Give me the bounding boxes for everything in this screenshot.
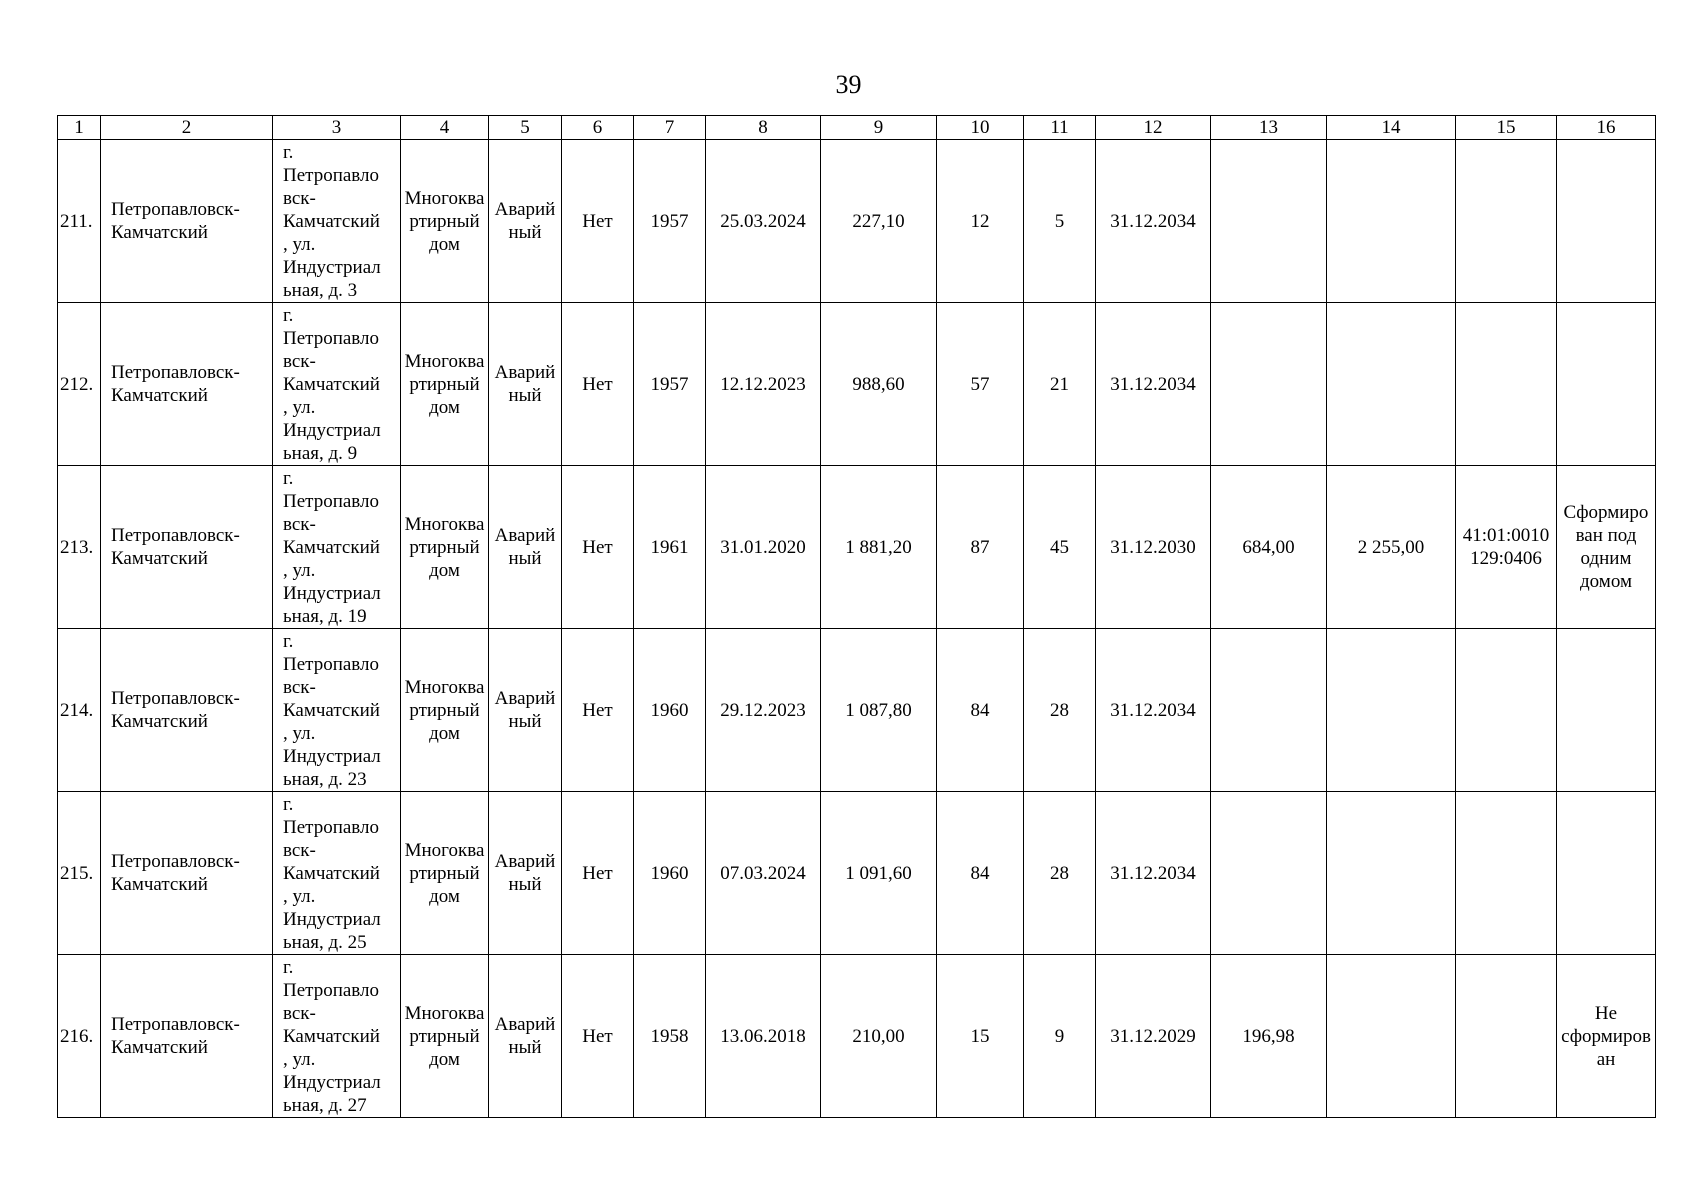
column-header: 2 xyxy=(101,116,273,140)
building-type-cell-line: ртирный xyxy=(409,536,480,558)
cell-col-15 xyxy=(1456,792,1557,955)
building-type-cell-line: дом xyxy=(429,885,460,907)
address-cell xyxy=(273,303,401,466)
column-header: 8 xyxy=(706,116,821,140)
row-number-cell: 214. xyxy=(58,629,101,792)
municipality-cell-line: Петропавловск- xyxy=(111,199,240,220)
status-cell-line: ный xyxy=(508,385,542,406)
address-cell-line: вск- xyxy=(283,513,316,535)
cell-col-10: 84 xyxy=(937,629,1024,792)
address-cell-line: Камчатский xyxy=(283,373,380,395)
cell-col-8: 13.06.2018 xyxy=(706,955,821,1118)
building-type-cell-line: Многоква xyxy=(404,350,485,372)
column-header: 3 xyxy=(273,116,401,140)
cell-col-9: 1 881,20 xyxy=(821,466,937,629)
address-cell-line: , ул. xyxy=(283,722,316,744)
address-cell-line: вск- xyxy=(283,1002,316,1024)
row-number-cell: 215. xyxy=(58,792,101,955)
cell-col-14 xyxy=(1327,955,1456,1118)
cell-col-7: 1957 xyxy=(634,140,706,303)
address-cell-line: , ул. xyxy=(283,233,316,255)
cell-col-16-line: ан xyxy=(1596,1048,1616,1070)
housing-registry-table xyxy=(57,115,1656,1118)
municipality-cell xyxy=(101,629,273,792)
cell-col-16 xyxy=(1557,140,1656,303)
cell-col-16 xyxy=(1557,466,1656,629)
cell-col-7: 1958 xyxy=(634,955,706,1118)
column-header: 1 xyxy=(58,116,101,140)
table-row xyxy=(58,140,1656,303)
cell-col-6: Нет xyxy=(562,629,634,792)
cell-col-15-line: 41:01:0010 xyxy=(1462,525,1550,546)
cell-col-15 xyxy=(1456,303,1557,466)
cell-col-12: 31.12.2034 xyxy=(1096,629,1211,792)
cell-col-14 xyxy=(1327,140,1456,303)
cell-col-11: 5 xyxy=(1024,140,1096,303)
address-cell-line: ьная, д. 19 xyxy=(283,605,367,627)
table-row xyxy=(58,792,1656,955)
cell-col-10: 15 xyxy=(937,955,1024,1118)
address-cell xyxy=(273,140,401,303)
page-number: 39 xyxy=(835,70,862,99)
municipality-cell-line: Петропавловск- xyxy=(111,525,240,546)
table-row xyxy=(58,955,1656,1118)
municipality-cell-line: Камчатский xyxy=(111,222,208,243)
status-cell xyxy=(489,792,562,955)
building-type-cell-line: дом xyxy=(429,1048,460,1070)
address-cell-line: Камчатский xyxy=(283,862,380,884)
building-type-cell-line: дом xyxy=(429,559,460,581)
cell-col-15-line: 129:0406 xyxy=(1470,548,1542,569)
address-cell-line: г. xyxy=(283,630,294,652)
municipality-cell-line: Петропавловск- xyxy=(111,1014,240,1035)
status-cell xyxy=(489,955,562,1118)
municipality-cell-line: Петропавловск- xyxy=(111,362,240,383)
cell-col-6: Нет xyxy=(562,466,634,629)
address-cell-line: Петропавло xyxy=(283,490,379,512)
municipality-cell xyxy=(101,955,273,1118)
address-cell-line: Индустриал xyxy=(283,256,381,278)
cell-col-16-line: домом xyxy=(1580,571,1632,592)
table-row xyxy=(58,466,1656,629)
municipality-cell-line: Камчатский xyxy=(111,548,208,569)
cell-col-16 xyxy=(1557,792,1656,955)
municipality-cell-line: Петропавловск- xyxy=(111,688,240,709)
address-cell-line: Петропавло xyxy=(283,327,379,349)
cell-col-6: Нет xyxy=(562,303,634,466)
cell-col-8: 12.12.2023 xyxy=(706,303,821,466)
row-number-cell: 211. xyxy=(58,140,101,303)
address-cell xyxy=(273,955,401,1118)
cell-col-15 xyxy=(1456,955,1557,1118)
cell-col-14 xyxy=(1327,792,1456,955)
municipality-cell-line: Камчатский xyxy=(111,711,208,732)
cell-col-6: Нет xyxy=(562,792,634,955)
address-cell-line: Индустриал xyxy=(283,908,381,930)
column-header: 9 xyxy=(821,116,937,140)
address-cell-line: г. xyxy=(283,141,294,163)
status-cell-line: ный xyxy=(508,711,542,732)
cell-col-9: 210,00 xyxy=(821,955,937,1118)
address-cell-line: ьная, д. 25 xyxy=(283,931,367,953)
address-cell-line: Индустриал xyxy=(283,745,381,767)
building-type-cell xyxy=(401,140,489,303)
status-cell xyxy=(489,140,562,303)
cell-col-7: 1961 xyxy=(634,466,706,629)
cell-col-8: 25.03.2024 xyxy=(706,140,821,303)
building-type-cell-line: ртирный xyxy=(409,373,480,395)
building-type-cell-line: ртирный xyxy=(409,1025,480,1047)
cell-col-15 xyxy=(1456,629,1557,792)
municipality-cell xyxy=(101,466,273,629)
cell-col-14: 2 255,00 xyxy=(1327,466,1456,629)
building-type-cell-line: дом xyxy=(429,396,460,418)
address-cell-line: Петропавло xyxy=(283,653,379,675)
cell-col-9: 227,10 xyxy=(821,140,937,303)
address-cell-line: Петропавло xyxy=(283,979,379,1001)
address-cell-line: вск- xyxy=(283,187,316,209)
address-cell-line: , ул. xyxy=(283,1048,316,1070)
column-header: 4 xyxy=(401,116,489,140)
building-type-cell-line: Многоква xyxy=(404,513,485,535)
cell-col-14 xyxy=(1327,303,1456,466)
municipality-cell-line: Камчатский xyxy=(111,874,208,895)
status-cell xyxy=(489,303,562,466)
cell-col-10: 87 xyxy=(937,466,1024,629)
building-type-cell xyxy=(401,466,489,629)
cell-col-6: Нет xyxy=(562,955,634,1118)
municipality-cell xyxy=(101,303,273,466)
municipality-cell-line: Камчатский xyxy=(111,1037,208,1058)
cell-col-12: 31.12.2030 xyxy=(1096,466,1211,629)
address-cell-line: г. xyxy=(283,467,294,489)
cell-col-16-line: Не xyxy=(1594,1002,1618,1024)
address-cell-line: ьная, д. 9 xyxy=(283,442,358,464)
column-header: 5 xyxy=(489,116,562,140)
cell-col-16 xyxy=(1557,629,1656,792)
column-header: 10 xyxy=(937,116,1024,140)
building-type-cell-line: Многоква xyxy=(404,839,485,861)
table-row xyxy=(58,629,1656,792)
address-cell-line: Камчатский xyxy=(283,210,380,232)
column-header: 14 xyxy=(1327,116,1456,140)
cell-col-16-line: одним xyxy=(1580,548,1632,569)
cell-col-16 xyxy=(1557,303,1656,466)
address-cell-line: , ул. xyxy=(283,559,316,581)
status-cell-line: ный xyxy=(508,1037,542,1058)
address-cell-line: Индустриал xyxy=(283,419,381,441)
column-header: 11 xyxy=(1024,116,1096,140)
cell-col-11: 28 xyxy=(1024,629,1096,792)
cell-col-8: 07.03.2024 xyxy=(706,792,821,955)
status-cell-line: Аварий xyxy=(494,1014,556,1035)
address-cell xyxy=(273,629,401,792)
building-type-cell-line: ртирный xyxy=(409,862,480,884)
address-cell-line: г. xyxy=(283,793,294,815)
status-cell-line: Аварий xyxy=(494,525,556,546)
address-cell-line: , ул. xyxy=(283,885,316,907)
cell-col-16-line: ван под xyxy=(1575,525,1637,546)
row-number-cell: 216. xyxy=(58,955,101,1118)
status-cell xyxy=(489,629,562,792)
cell-col-7: 1960 xyxy=(634,792,706,955)
address-cell-line: Камчатский xyxy=(283,699,380,721)
cell-col-11: 21 xyxy=(1024,303,1096,466)
address-cell-line: Индустриал xyxy=(283,1071,381,1093)
cell-col-8: 31.01.2020 xyxy=(706,466,821,629)
cell-col-16-line: сформиров xyxy=(1561,1025,1651,1047)
address-cell-line: Камчатский xyxy=(283,1025,380,1047)
column-header: 6 xyxy=(562,116,634,140)
building-type-cell-line: ртирный xyxy=(409,210,480,232)
status-cell-line: ный xyxy=(508,548,542,569)
building-type-cell xyxy=(401,955,489,1118)
cell-col-10: 12 xyxy=(937,140,1024,303)
building-type-cell xyxy=(401,303,489,466)
cell-col-11: 28 xyxy=(1024,792,1096,955)
cell-col-13: 684,00 xyxy=(1211,466,1327,629)
cell-col-14 xyxy=(1327,629,1456,792)
address-cell-line: ьная, д. 23 xyxy=(283,768,367,790)
building-type-cell xyxy=(401,792,489,955)
cell-col-16 xyxy=(1557,955,1656,1118)
column-header: 7 xyxy=(634,116,706,140)
address-cell-line: Камчатский xyxy=(283,536,380,558)
building-type-cell-line: Многоква xyxy=(404,676,485,698)
cell-col-12: 31.12.2034 xyxy=(1096,792,1211,955)
cell-col-12: 31.12.2029 xyxy=(1096,955,1211,1118)
building-type-cell-line: Многоква xyxy=(404,1002,485,1024)
address-cell-line: вск- xyxy=(283,676,316,698)
cell-col-15 xyxy=(1456,140,1557,303)
address-cell-line: Петропавло xyxy=(283,164,379,186)
cell-col-11: 9 xyxy=(1024,955,1096,1118)
municipality-cell xyxy=(101,140,273,303)
cell-col-15 xyxy=(1456,466,1557,629)
cell-col-6: Нет xyxy=(562,140,634,303)
cell-col-13 xyxy=(1211,303,1327,466)
cell-col-16-line: Сформиро xyxy=(1563,502,1649,523)
cell-col-12: 31.12.2034 xyxy=(1096,140,1211,303)
address-cell-line: г. xyxy=(283,956,294,978)
address-cell-line: Петропавло xyxy=(283,816,379,838)
cell-col-13: 196,98 xyxy=(1211,955,1327,1118)
address-cell-line: г. xyxy=(283,304,294,326)
cell-col-13 xyxy=(1211,792,1327,955)
cell-col-10: 84 xyxy=(937,792,1024,955)
address-cell-line: ьная, д. 3 xyxy=(283,279,358,301)
address-cell-line: Индустриал xyxy=(283,582,381,604)
building-type-cell-line: дом xyxy=(429,233,460,255)
municipality-cell xyxy=(101,792,273,955)
address-cell-line: ьная, д. 27 xyxy=(283,1094,367,1116)
cell-col-13 xyxy=(1211,140,1327,303)
status-cell-line: Аварий xyxy=(494,362,556,383)
status-cell-line: ный xyxy=(508,222,542,243)
status-cell-line: Аварий xyxy=(494,851,556,872)
address-cell-line: вск- xyxy=(283,350,316,372)
cell-col-12: 31.12.2034 xyxy=(1096,303,1211,466)
cell-col-9: 1 087,80 xyxy=(821,629,937,792)
column-header: 13 xyxy=(1211,116,1327,140)
row-number-cell: 212. xyxy=(58,303,101,466)
cell-col-7: 1957 xyxy=(634,303,706,466)
column-header: 16 xyxy=(1557,116,1656,140)
building-type-cell-line: дом xyxy=(429,722,460,744)
cell-col-9: 1 091,60 xyxy=(821,792,937,955)
address-cell-line: , ул. xyxy=(283,396,316,418)
building-type-cell-line: ртирный xyxy=(409,699,480,721)
status-cell-line: Аварий xyxy=(494,688,556,709)
building-type-cell xyxy=(401,629,489,792)
municipality-cell-line: Петропавловск- xyxy=(111,851,240,872)
table-row xyxy=(58,303,1656,466)
column-header: 12 xyxy=(1096,116,1211,140)
column-header: 15 xyxy=(1456,116,1557,140)
municipality-cell-line: Камчатский xyxy=(111,385,208,406)
address-cell xyxy=(273,792,401,955)
cell-col-9: 988,60 xyxy=(821,303,937,466)
cell-col-8: 29.12.2023 xyxy=(706,629,821,792)
address-cell-line: вск- xyxy=(283,839,316,861)
cell-col-10: 57 xyxy=(937,303,1024,466)
status-cell xyxy=(489,466,562,629)
cell-col-7: 1960 xyxy=(634,629,706,792)
status-cell-line: Аварий xyxy=(494,199,556,220)
table-body xyxy=(58,140,1656,1118)
column-number-header-row xyxy=(58,116,1656,140)
building-type-cell-line: Многоква xyxy=(404,187,485,209)
status-cell-line: ный xyxy=(508,874,542,895)
cell-col-13 xyxy=(1211,629,1327,792)
address-cell xyxy=(273,466,401,629)
row-number-cell: 213. xyxy=(58,466,101,629)
cell-col-11: 45 xyxy=(1024,466,1096,629)
